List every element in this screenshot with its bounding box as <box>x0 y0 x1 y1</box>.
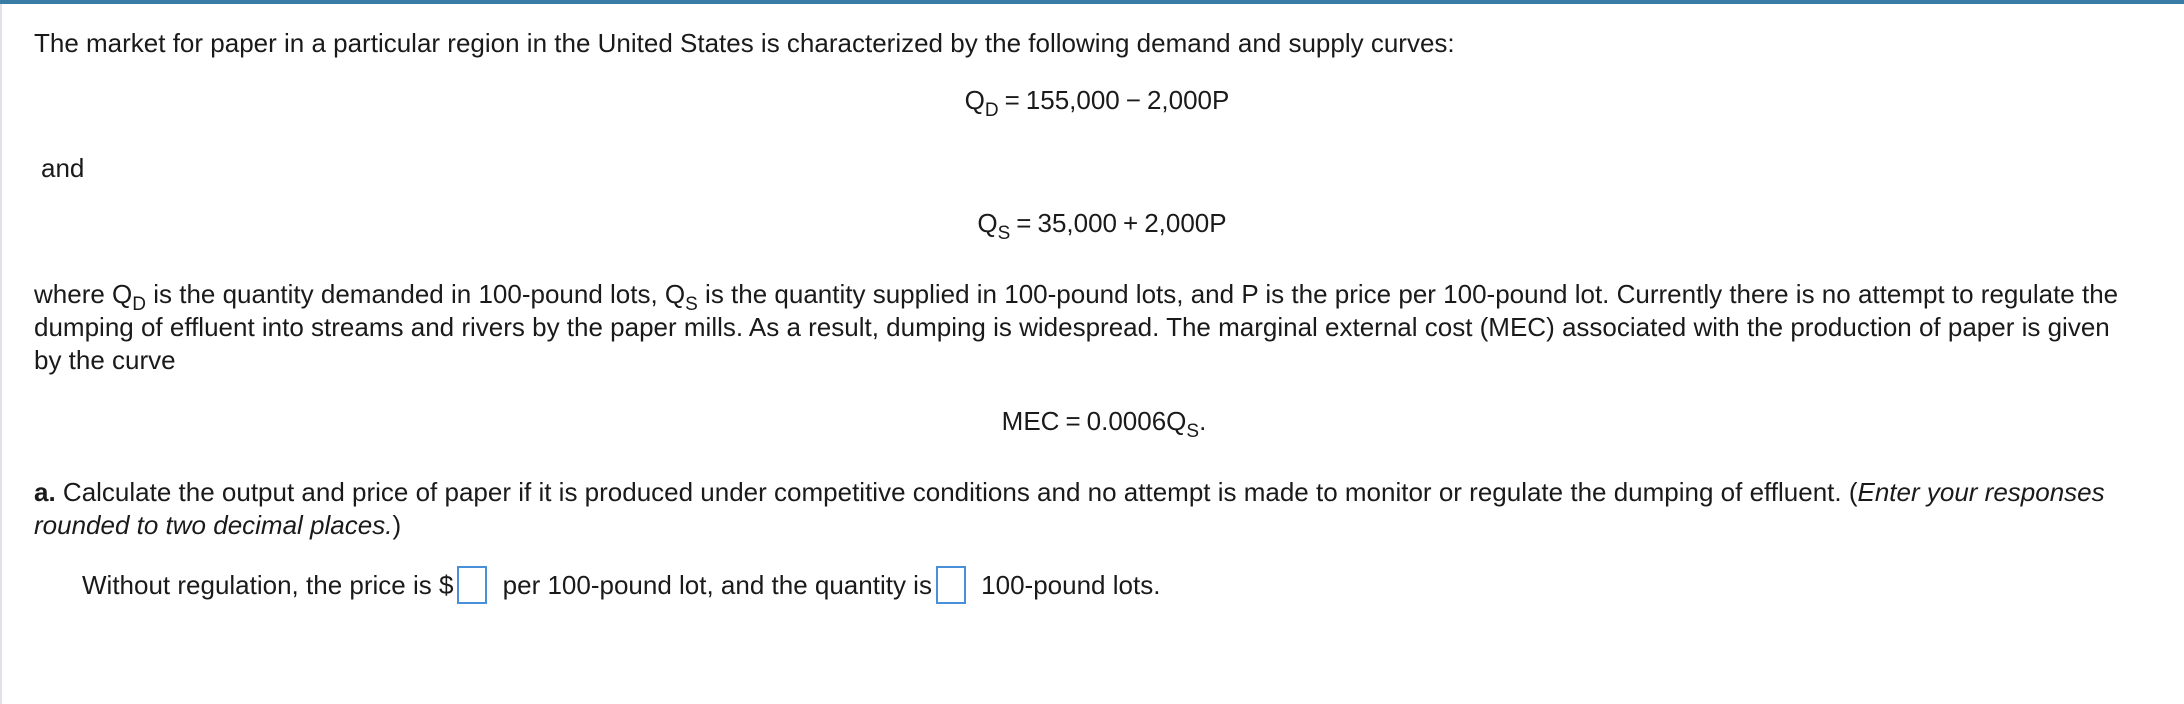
and-text: and <box>41 153 85 183</box>
rounding-instruction: Enter your responses rounded to two decimal places. <box>34 477 2105 540</box>
mec-rhs: 0.0006Q <box>1086 406 1187 436</box>
where-paragraph: where $Q_D$ is the quantity demanded in 100-pound lots, $Q_S$ is the quantity supplied in 100-pound lots, and P is the price per 100-pound lot. Currently there is no attempt to regulate the dumping of effluent into streams and rivers by the paper mills. As a result, dumping is widespread. The marginal external cost (MEC) associated with the production of paper is given by the curve <box>34 279 2119 375</box>
demand-subscript: D <box>984 100 999 121</box>
mec-lhs: MEC <box>1001 406 1060 436</box>
mec-subscript: S <box>1186 421 1200 442</box>
supply-lhs: Q <box>977 208 998 238</box>
demand-constant: 155,000 <box>1025 85 1120 115</box>
part-a-label: a. <box>34 477 56 507</box>
demand-equation: $Q_D = 155,000 - 2,000P$ <box>964 85 1230 121</box>
quantity-answer-input[interactable] <box>936 566 966 604</box>
supply-slope: 2,000P <box>1144 208 1227 238</box>
answer-line: Without regulation, the price is $ per 100-pound lot, and the quantity is 100-pound lots. <box>82 568 1160 606</box>
price-answer-input[interactable] <box>457 566 487 604</box>
supply-equation: $Q_S = 35,000 + 2,000P$ <box>977 208 1227 244</box>
demand-slope: 2,000P <box>1146 85 1230 115</box>
supply-constant: 35,000 <box>1037 208 1118 238</box>
top-accent-rule <box>0 0 2184 4</box>
part-a-question: a. Calculate the output and price of paper if it is produced under competitive conditions and no attempt is made to monitor or regulate the dumping of effluent. (Enter your responses rounded to two decimal places.) <box>34 477 2105 540</box>
mec-equation: MEC = $0.0006Q_S$. <box>1001 406 1207 442</box>
supply-subscript: S <box>997 223 1011 244</box>
demand-lhs: Q <box>964 85 985 115</box>
intro-text: The market for paper in a particular region in the United States is characterized by the following demand and supply curves: <box>34 28 1455 58</box>
